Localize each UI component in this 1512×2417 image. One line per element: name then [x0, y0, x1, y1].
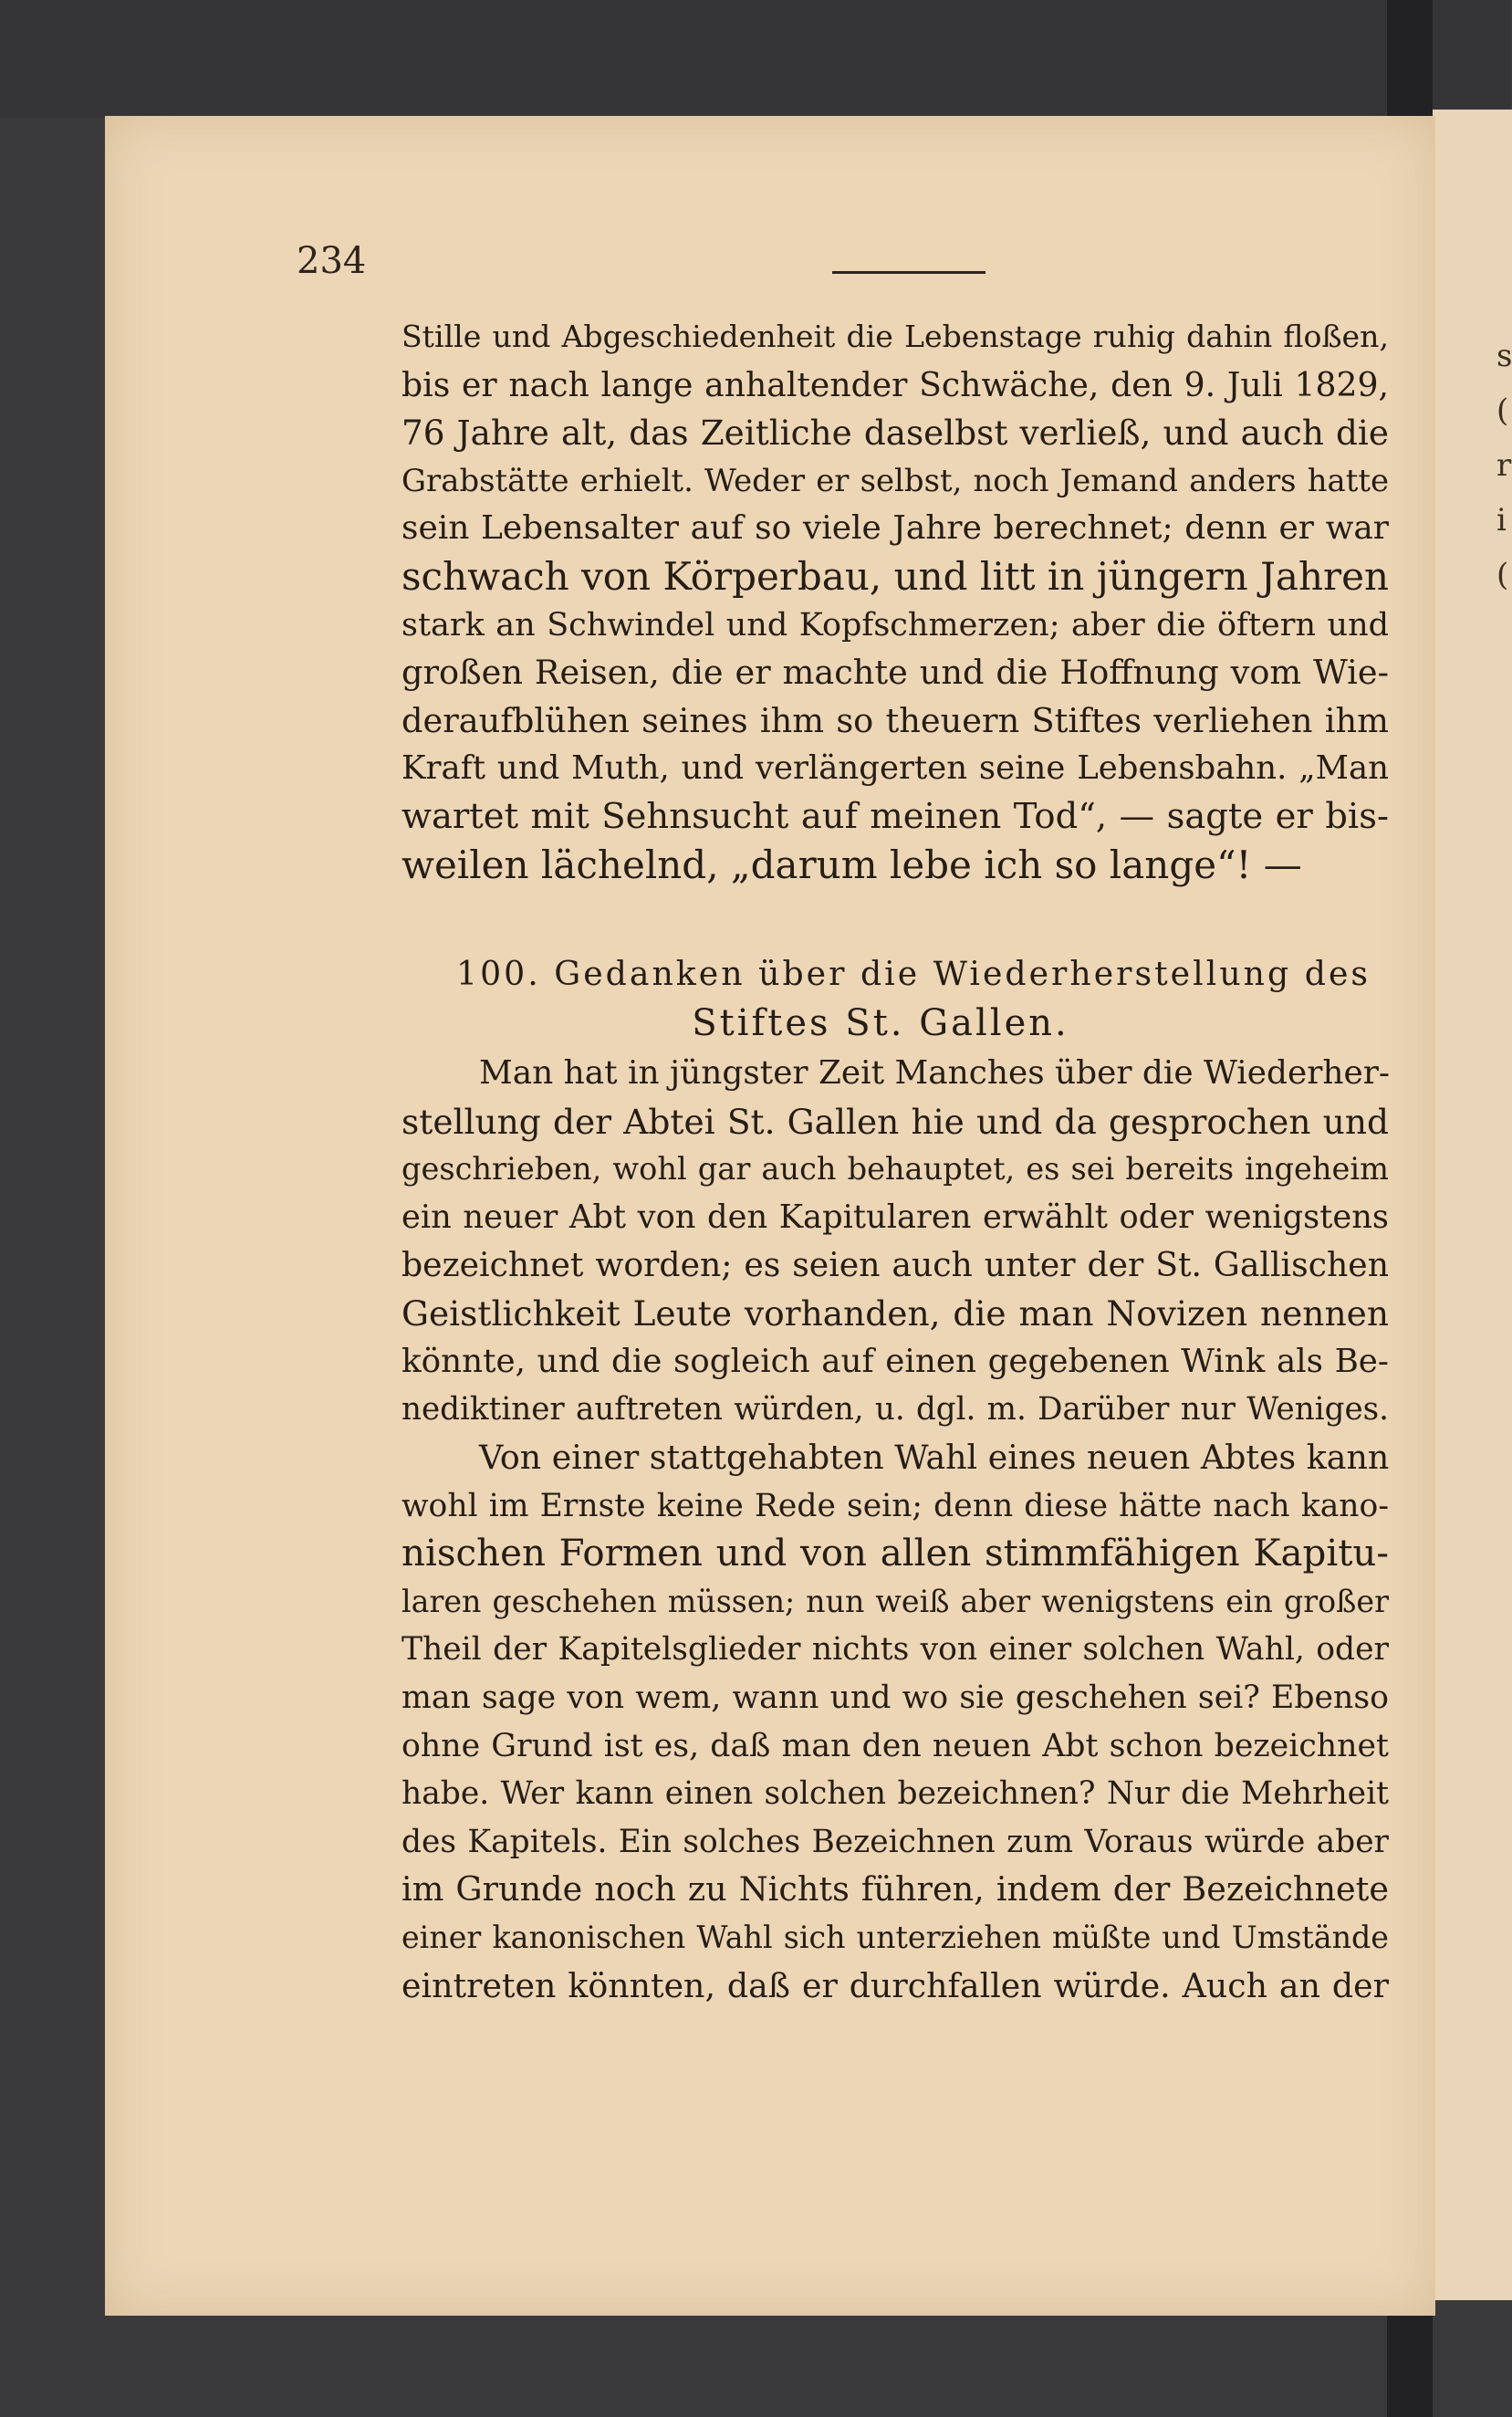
text-line: Stille und Abgeschiedenheit die Lebenstage ruhig dahin floßen, — [401, 319, 1389, 354]
text-line: bezeichnet worden; es seien auch unter der St. Gallischen — [401, 1245, 1389, 1285]
facing-page-fragment: r — [1496, 447, 1512, 484]
facing-page-fragment: i — [1496, 502, 1507, 539]
text-line: geschrieben, wohl gar auch behauptet, es sei bereits ingeheim — [401, 1151, 1389, 1188]
header-rule — [832, 271, 985, 274]
text-line: Theil der Kapitelsglieder nichts von einer solchen Wahl, oder — [401, 1631, 1389, 1669]
text-line: Grabstätte erhielt. Weder er selbst, noch Jemand anders hatte — [401, 462, 1389, 498]
text-line: man sage von wem, wann und wo sie geschehen sei? Ebenso — [401, 1679, 1389, 1716]
text-line: im Grunde noch zu Nichts führen, indem der Bezeichnete — [401, 1869, 1389, 1910]
text-line: 76 Jahre alt, das Zeitliche daselbst verließ, und auch die — [401, 413, 1389, 454]
paragraph-2 — [401, 1050, 1389, 1434]
text-line: schwach von Körperbau, und litt in jüngern Jahren — [401, 553, 1389, 599]
text-line: bis er nach lange anhaltender Schwäche, den 9. Juli 1829, — [401, 364, 1389, 404]
text-line: nediktiner auftreten würden, u. dgl. m. Darüber nur Weniges. — [401, 1391, 1389, 1428]
facing-page-edge — [1423, 110, 1512, 2300]
text-line: Von einer stattgehabten Wahl eines neuen Abtes kann — [479, 1438, 1390, 1477]
text-line: deraufblühen seines ihm so theuern Stiftes verliehen ihm — [401, 700, 1389, 740]
text-line: Man hat in jüngster Zeit Manches über die Wiederher- — [479, 1054, 1391, 1092]
text-line: wartet mit Sehnsucht auf meinen Tod“, — sagte er bis- — [401, 795, 1389, 837]
text-line: Kraft und Muth, und verlängerten seine Lebensbahn. „Man — [401, 749, 1389, 788]
text-line: nischen Formen und von allen stimmfähigen Kapitu- — [401, 1532, 1389, 1575]
facing-page-fragment: s — [1496, 338, 1512, 374]
text-line: habe. Wer kann einen solchen bezeichnen? Nur die Mehrheit — [401, 1775, 1389, 1813]
facing-page-fragment: ( — [1496, 557, 1509, 593]
text-line: ein neuer Abt von den Kapitularen erwählt oder wenigstens — [401, 1198, 1389, 1236]
text-line: einer kanonischen Wahl sich unterziehen müßte und Umstände — [401, 1919, 1389, 1955]
text-line: großen Reisen, die er machte und die Hoffnung vom Wie- — [401, 653, 1389, 693]
page-number: 234 — [297, 240, 367, 282]
text-line: könnte, und die sogleich auf einen gegebenen Wink als Be- — [401, 1342, 1389, 1380]
text-line: eintreten könnten, daß er durchfallen würde. Auch an der — [401, 1965, 1389, 2005]
text-line: des Kapitels. Ein solches Bezeichnen zum Voraus würde aber — [401, 1823, 1389, 1860]
backdrop — [0, 0, 1510, 119]
text-line: laren geschehen müssen; nun weiß aber wenigstens ein großer — [401, 1583, 1389, 1619]
text-line: weilen lächelnd, „darum lebe ich so lange“! — — [401, 842, 1302, 887]
facing-page-fragment: ( — [1496, 392, 1509, 429]
text-line: wohl im Ernste keine Rede sein; denn diese hätte nach kano- — [401, 1487, 1389, 1524]
section-heading-line-2: Stiftes St. Gallen. — [692, 1002, 1069, 1044]
text-line: Geistlichkeit Leute vorhanden, die man Novizen nennen — [401, 1292, 1389, 1334]
text-line: sein Lebensalter auf so viele Jahre berechnet; denn er war — [401, 509, 1389, 548]
paragraph-3 — [401, 1434, 1389, 2010]
text-line: ohne Grund ist es, daß man den neuen Abt schon bezeichnet — [401, 1727, 1389, 1764]
text-line: stellung der Abtei St. Gallen hie und da gesprochen und — [401, 1101, 1389, 1142]
section-heading — [456, 949, 1369, 1048]
section-heading-line-1: 100. Gedanken über die Wiederherstellung des — [456, 954, 1371, 993]
text-line: stark an Schwindel und Kopfschmerzen; aber die öftern und — [401, 606, 1389, 643]
paragraph-1 — [401, 313, 1389, 889]
